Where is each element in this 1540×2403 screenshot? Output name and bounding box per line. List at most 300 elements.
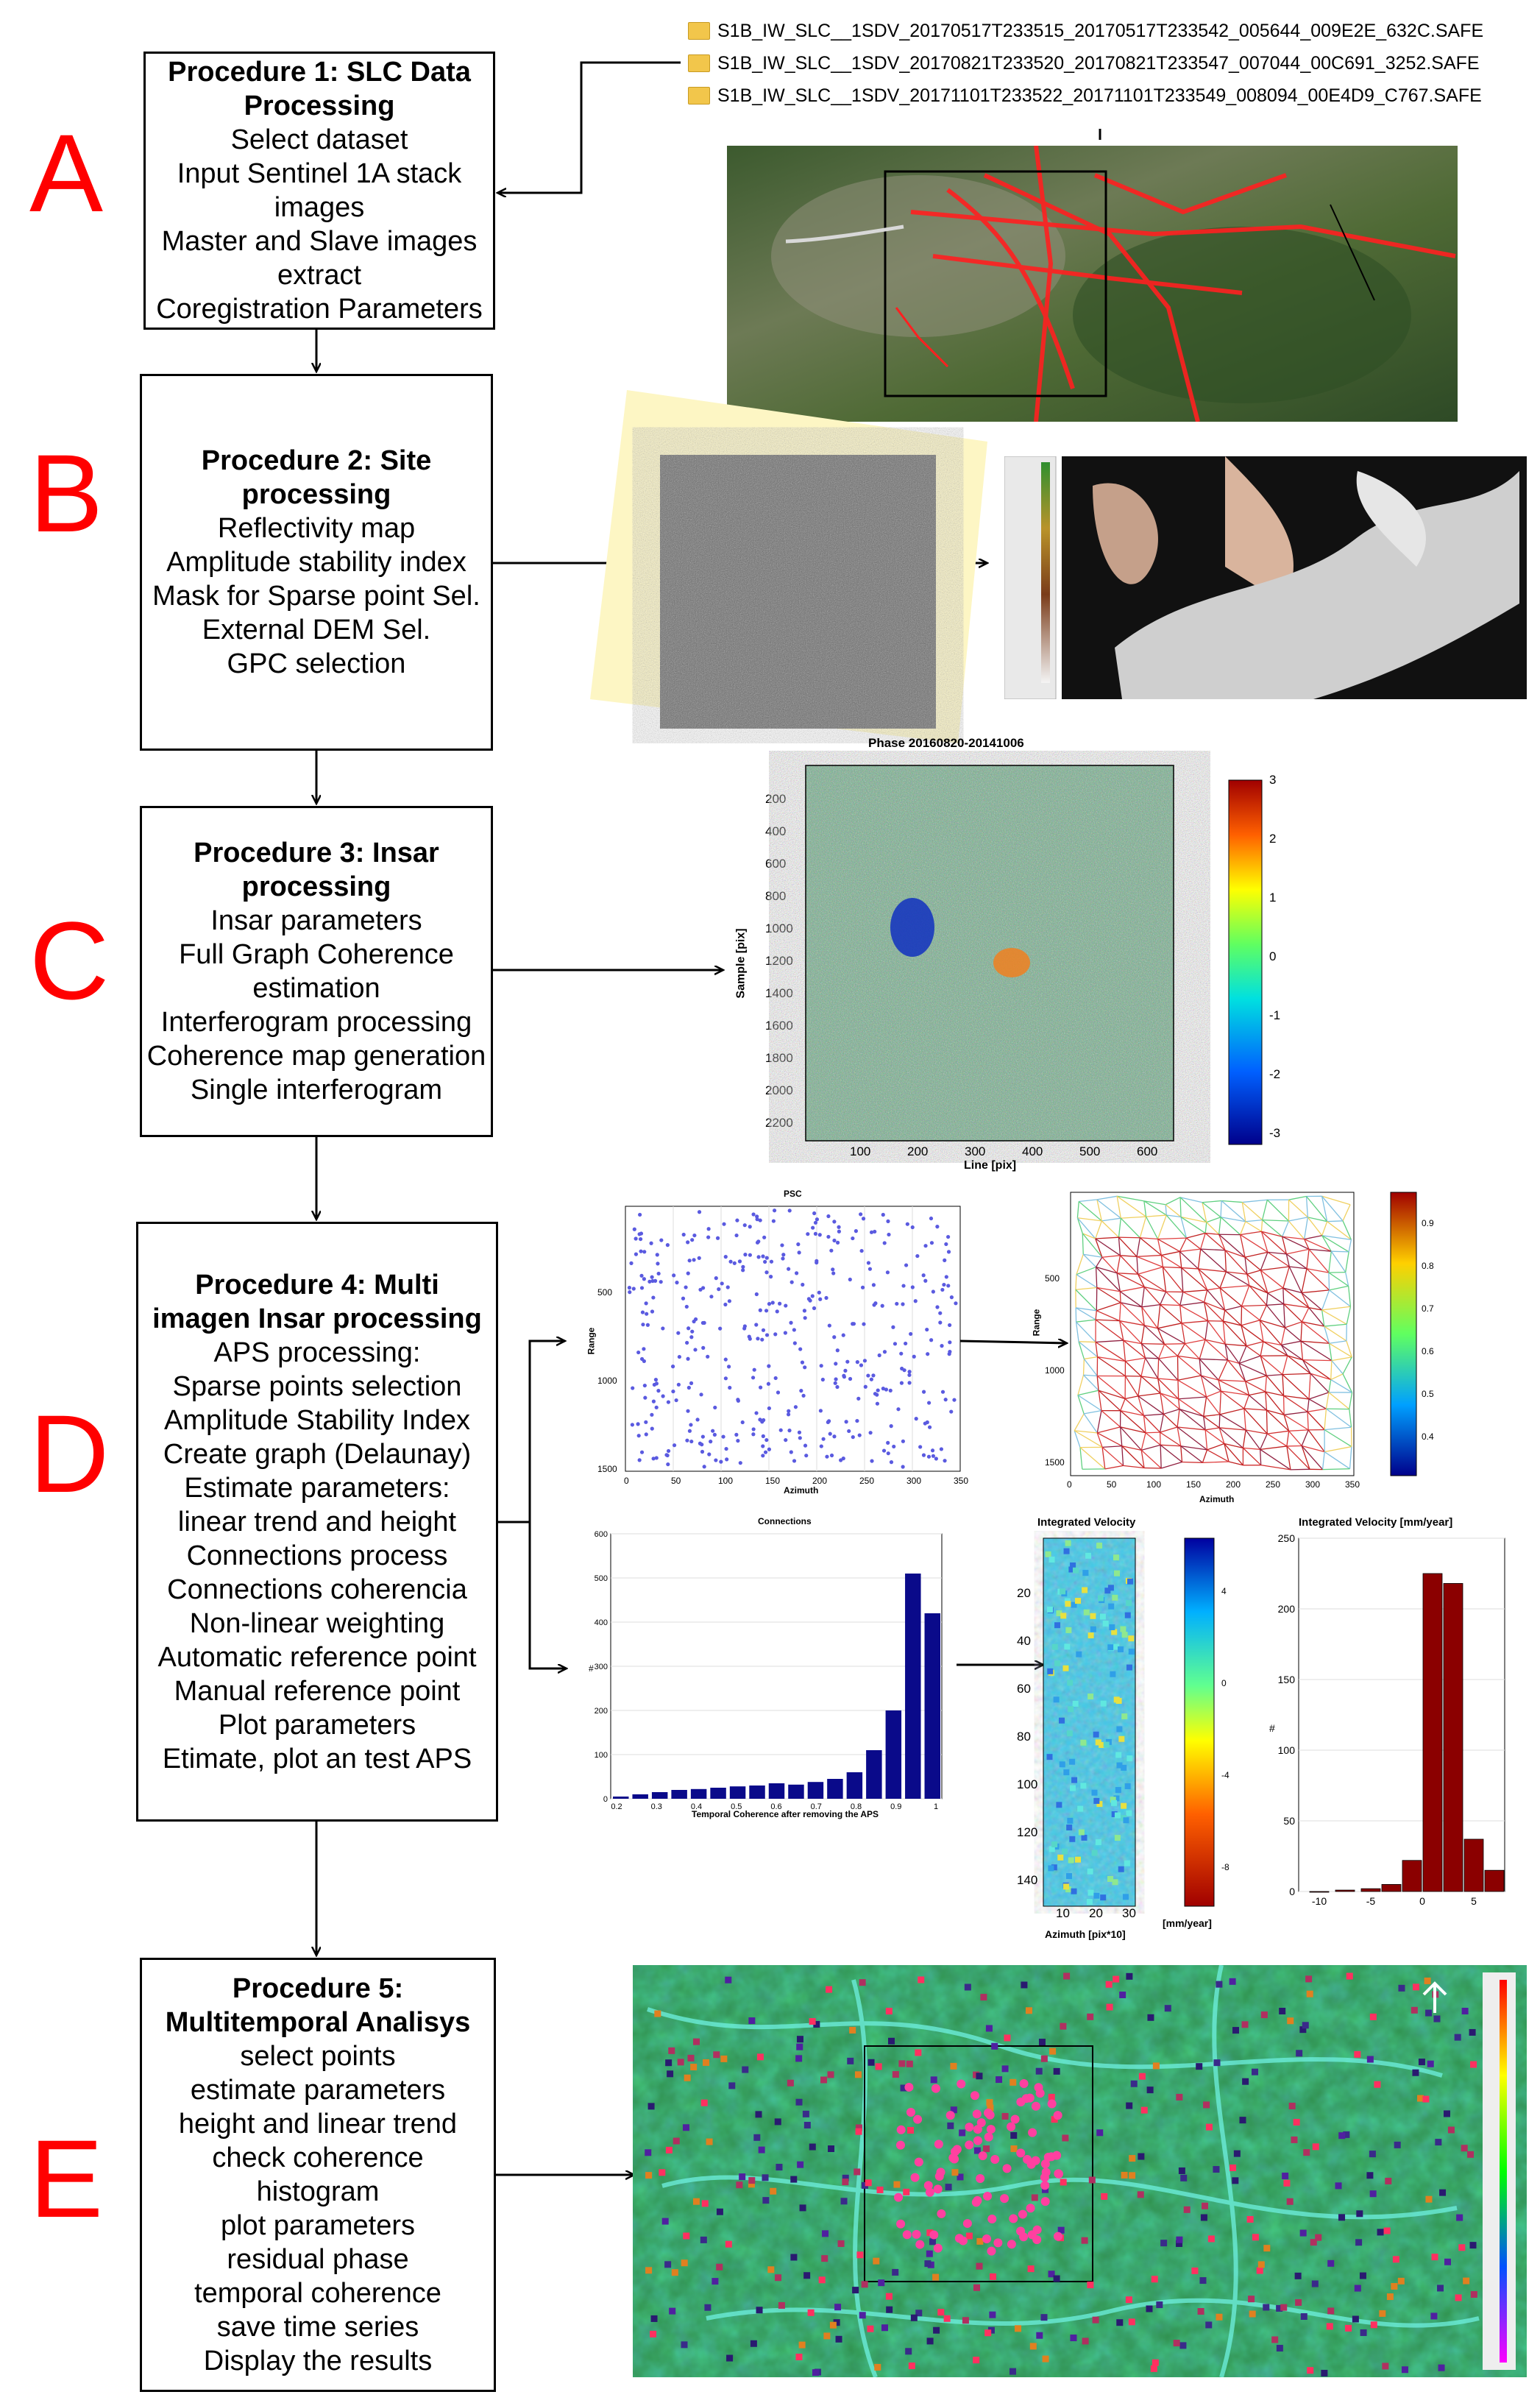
psc-point	[812, 1211, 816, 1215]
vel-hist-bar	[1402, 1861, 1422, 1891]
map-point	[905, 2348, 912, 2354]
vel-hist-title: Integrated Velocity [mm/year]	[1299, 1516, 1453, 1529]
psc-point	[701, 1321, 705, 1325]
psc-point	[643, 1396, 647, 1400]
psc-point	[836, 1241, 840, 1245]
psc-point	[868, 1431, 872, 1434]
psc-point	[677, 1383, 681, 1387]
velocity-cell	[1066, 1873, 1072, 1879]
velocity-cell	[1126, 1665, 1132, 1671]
map-point	[1261, 2011, 1268, 2018]
psc-point	[762, 1434, 765, 1438]
psc-point	[762, 1418, 765, 1422]
folder-icon	[688, 87, 710, 105]
velocity-cell	[1128, 1635, 1134, 1641]
map-point	[1444, 2110, 1450, 2117]
psc-point	[893, 1342, 897, 1345]
psc-point	[889, 1389, 893, 1392]
phase-y-ticks-label: 400	[765, 824, 787, 838]
map-point	[759, 2147, 765, 2154]
map-point	[893, 2071, 899, 2078]
psc-point	[851, 1236, 854, 1240]
map-point	[693, 2039, 700, 2045]
map-point	[1054, 2276, 1060, 2282]
vel-hist-frame	[1299, 1538, 1505, 1891]
map-point	[1234, 2151, 1241, 2157]
psc-point	[748, 1335, 751, 1339]
procedure-3-title: Procedure 3: Insar processing	[194, 838, 439, 902]
map-point	[1394, 2142, 1401, 2148]
map-point	[1354, 2051, 1360, 2058]
velocity-cell	[1096, 1839, 1101, 1845]
psc-point	[685, 1341, 689, 1345]
velocity-cell	[1092, 1850, 1098, 1856]
velocity-cell	[1057, 1855, 1063, 1861]
velocity-cell	[1107, 1876, 1113, 1882]
psc-point	[649, 1242, 653, 1245]
procedure-4-title: Procedure 4: Multi imagen Insar processing	[152, 1269, 482, 1334]
graph-cbar-ticks-label: 0.9	[1422, 1218, 1434, 1228]
psc-point	[646, 1323, 650, 1327]
map-point	[1009, 2368, 1016, 2375]
psc-point	[645, 1312, 648, 1316]
map-point	[1028, 2265, 1035, 2272]
map-point	[1312, 2281, 1319, 2287]
psc-point	[724, 1376, 728, 1380]
psc-point	[661, 1326, 664, 1330]
connections-bar	[632, 1794, 647, 1799]
map-point	[720, 2056, 727, 2062]
map-cluster-point	[904, 2083, 913, 2092]
map-point	[1384, 2228, 1391, 2234]
psc-point	[741, 1420, 745, 1424]
map-point	[847, 2058, 854, 2064]
map-cluster-point	[957, 2080, 965, 2089]
map-cluster-point	[913, 2115, 922, 2124]
map-point	[950, 2063, 957, 2070]
psc-point	[725, 1457, 728, 1461]
map-point	[662, 2218, 669, 2225]
map-cluster-point	[1041, 2197, 1050, 2206]
velocity-cell	[1121, 1713, 1127, 1719]
map-point	[1179, 2342, 1186, 2349]
map-point	[973, 2285, 980, 2291]
psc-point	[847, 1429, 851, 1433]
psc-point	[706, 1355, 709, 1359]
map-point	[886, 2293, 893, 2300]
psc-point	[794, 1405, 798, 1409]
psc-point	[711, 1429, 714, 1433]
map-point	[753, 2134, 760, 2141]
psc-point	[882, 1448, 886, 1452]
velocity-cell	[1065, 1627, 1071, 1633]
map-point	[1355, 2239, 1362, 2245]
velocity-cell	[1080, 1740, 1086, 1746]
map-point	[1412, 2070, 1419, 2076]
map-point	[755, 2111, 762, 2117]
psc-point	[790, 1281, 794, 1284]
psc-point	[699, 1392, 703, 1396]
map-point	[1201, 2214, 1207, 2220]
velocity-cell	[1065, 1540, 1071, 1546]
psc-point	[762, 1236, 766, 1239]
map-point	[856, 2251, 863, 2258]
psc-point	[784, 1438, 787, 1442]
velocity-cell	[1064, 1549, 1070, 1554]
psc-point	[642, 1347, 645, 1351]
psc-y-ticks-label: 500	[597, 1287, 613, 1298]
psc-point	[638, 1213, 642, 1217]
map-point	[799, 2342, 806, 2349]
psc-point	[835, 1385, 839, 1389]
psc-point	[943, 1259, 946, 1262]
map-point	[688, 2055, 695, 2062]
psc-point	[881, 1304, 884, 1308]
map-point	[1116, 2319, 1123, 2326]
psc-point	[814, 1232, 817, 1236]
vel-y-ticks-label: 40	[1017, 1634, 1031, 1648]
map-point	[1315, 2234, 1321, 2241]
phase-x-ticks-label: 200	[907, 1144, 929, 1158]
psc-point	[883, 1350, 887, 1353]
psc-point	[911, 1225, 915, 1229]
map-point	[1301, 2313, 1307, 2320]
procedure-5-step: save time series	[216, 2312, 419, 2343]
map-point	[1070, 2335, 1076, 2341]
psc-point	[736, 1439, 739, 1443]
velocity-heatmap	[1015, 1516, 1258, 1943]
psc-point	[836, 1348, 840, 1352]
psc-point	[912, 1355, 916, 1359]
map-point	[728, 2082, 735, 2089]
map-point	[725, 2241, 732, 2248]
psc-point	[832, 1434, 836, 1438]
psc-point	[748, 1253, 752, 1257]
map-point	[1252, 2069, 1258, 2075]
connections-ytick: 100	[594, 1751, 608, 1760]
psc-point	[774, 1376, 778, 1380]
connections-ytick: 300	[594, 1663, 608, 1671]
map-point	[1208, 2235, 1215, 2242]
psc-point	[946, 1235, 950, 1239]
map-point	[1387, 2293, 1394, 2300]
map-point	[1307, 1991, 1313, 1997]
vel-y-ticks-label: 80	[1017, 1730, 1031, 1744]
map-point	[983, 2145, 990, 2152]
psc-point	[629, 1261, 633, 1265]
map-point	[1203, 2101, 1210, 2108]
vel-hist-bar	[1423, 1574, 1442, 1891]
psc-point	[675, 1398, 678, 1402]
map-point	[706, 2139, 713, 2145]
psc-point	[950, 1295, 954, 1299]
map-point	[770, 2188, 776, 2195]
map-point	[681, 2341, 687, 2348]
map-cluster-point	[932, 2084, 940, 2093]
procedure-2-step: GPC selection	[227, 648, 406, 679]
map-point	[924, 2260, 931, 2267]
map-point	[683, 2124, 689, 2131]
connections-bar	[886, 1710, 901, 1799]
map-point	[945, 2184, 952, 2190]
map-cluster-point	[1027, 2160, 1036, 2169]
map-cluster-point	[911, 2173, 920, 2182]
phase-cbar-ticks-label: 1	[1269, 891, 1277, 905]
psc-point	[645, 1432, 648, 1436]
map-point	[841, 2198, 848, 2204]
map-cluster-point	[987, 2215, 996, 2223]
map-point	[1004, 2034, 1010, 2041]
map-point	[1082, 2237, 1088, 2244]
map-point	[828, 2145, 834, 2152]
map-point	[877, 2187, 884, 2193]
connections-ytick: 0	[603, 1795, 608, 1804]
psc-point	[788, 1208, 792, 1212]
map-point	[868, 2059, 875, 2066]
psc-point	[695, 1418, 699, 1421]
velocity-cell	[1115, 1835, 1121, 1841]
graph-y-ticks-label: 500	[1045, 1273, 1060, 1284]
map-point	[790, 2254, 797, 2260]
velocity-cell	[1070, 1563, 1076, 1568]
psc-point	[821, 1378, 825, 1381]
psc-point	[929, 1217, 933, 1220]
psc-point	[639, 1250, 642, 1253]
psc-point	[927, 1455, 931, 1459]
psc-point	[811, 1226, 815, 1230]
psc-point	[901, 1284, 905, 1287]
map-point	[1021, 1981, 1027, 1988]
psc-point	[656, 1261, 659, 1265]
psc-point	[830, 1454, 834, 1457]
map-cluster-point	[971, 2091, 979, 2100]
velocity-cell	[1092, 1790, 1098, 1796]
psc-point	[651, 1295, 655, 1299]
map-cluster-point	[1019, 2232, 1028, 2241]
procedure-1-step: Select dataset	[230, 124, 408, 155]
file-item[interactable]	[688, 79, 1483, 112]
psc-point	[765, 1333, 769, 1337]
map-point	[1371, 2321, 1377, 2328]
psc-point	[771, 1300, 775, 1304]
procedure-3-step: Single interferogram	[190, 1075, 443, 1105]
graph-cbar-ticks-label: 0.6	[1422, 1346, 1434, 1356]
psc-point	[948, 1323, 951, 1327]
psc-point	[639, 1237, 642, 1241]
psc-point	[825, 1455, 828, 1459]
vel-cbar-ticks-label: 0	[1221, 1678, 1227, 1688]
psc-point	[854, 1229, 858, 1233]
connections-ytick: 200	[594, 1707, 608, 1716]
procedure-4-step: Amplitude Stability Index	[163, 1404, 471, 1436]
map-point	[951, 2169, 958, 2176]
psc-point	[803, 1316, 807, 1320]
map-point	[1089, 2176, 1096, 2183]
psc-point	[787, 1429, 791, 1432]
psc-point	[817, 1291, 821, 1295]
psc-point	[686, 1272, 690, 1275]
psc-point	[914, 1299, 918, 1303]
map-point	[1382, 2363, 1388, 2369]
psc-point	[773, 1332, 777, 1336]
psc-point	[856, 1360, 859, 1364]
psc-point	[923, 1279, 927, 1283]
graph-edge	[1329, 1273, 1330, 1290]
map-point	[1471, 2291, 1477, 2298]
psc-point	[821, 1437, 825, 1441]
map-point	[787, 2080, 794, 2087]
psc-x-ticks-label: 100	[718, 1476, 734, 1486]
psc-point	[948, 1340, 951, 1344]
map-point	[933, 2327, 940, 2334]
map-point	[976, 2263, 983, 2270]
procedure-4-step: Connections process	[186, 1540, 448, 1571]
psc-point	[949, 1409, 953, 1413]
psc-point	[639, 1274, 643, 1278]
psc-point	[751, 1432, 755, 1436]
phase-title: Phase 20160820-20141006	[868, 736, 1024, 750]
vel-cbar-ticks-label: 4	[1221, 1586, 1227, 1596]
velocity-cell	[1073, 1701, 1079, 1707]
map-point	[1411, 2007, 1418, 2014]
velocity-cell	[1123, 1894, 1129, 1900]
psc-x-ticks-label: 0	[624, 1476, 629, 1486]
velocity-cell	[1051, 1841, 1057, 1847]
psc-point	[944, 1242, 948, 1246]
velocity-cell	[1090, 1613, 1096, 1619]
map-point	[1438, 2365, 1445, 2371]
graph-edge	[1165, 1344, 1185, 1345]
map-point	[1422, 2096, 1429, 2103]
psc-point	[764, 1438, 768, 1442]
graph-edge	[1241, 1306, 1242, 1326]
map-point	[795, 2354, 802, 2360]
map-cluster-point	[929, 2231, 938, 2240]
graph-edge	[1266, 1410, 1267, 1434]
map-cluster-point	[912, 2230, 921, 2239]
map-point	[984, 2329, 991, 2336]
psc-point	[707, 1227, 711, 1231]
psc-point	[843, 1369, 847, 1373]
psc-point	[807, 1297, 811, 1300]
map-point	[1252, 2234, 1259, 2240]
psc-point	[928, 1426, 932, 1429]
velocity-cell	[1066, 1825, 1072, 1830]
psc-point	[776, 1390, 780, 1394]
psc-plot-d	[581, 1189, 971, 1505]
phase-y-ticks-label: 1000	[765, 921, 793, 935]
velocity-cell	[1124, 1861, 1130, 1866]
map-point	[1461, 2145, 1468, 2151]
velocity-cell	[1062, 1849, 1068, 1855]
psc-point	[657, 1272, 661, 1275]
velocity-cell	[1079, 1830, 1085, 1836]
procedure-1-step: Master and Slave images extract	[161, 226, 478, 291]
velocity-cell	[1054, 1660, 1060, 1666]
psc-point	[886, 1220, 890, 1223]
file-item[interactable]	[688, 47, 1483, 79]
psc-point	[735, 1219, 739, 1222]
map-point	[1295, 2273, 1302, 2279]
folder-icon	[688, 22, 710, 40]
graph-edge	[1160, 1432, 1161, 1445]
velocity-cell	[1087, 1899, 1093, 1905]
map-point	[1307, 2367, 1313, 2374]
psc-point	[656, 1389, 660, 1392]
map-point	[915, 2049, 921, 2056]
map-point	[1062, 2134, 1068, 2141]
map-point	[664, 2261, 671, 2268]
vel-hist-xtick: -5	[1366, 1895, 1376, 1907]
connections-bar	[730, 1786, 745, 1799]
psc-point	[940, 1288, 944, 1292]
psc-point	[798, 1431, 801, 1434]
vel-hist-ytick: 200	[1277, 1603, 1295, 1615]
velocity-cell	[1118, 1736, 1124, 1742]
procedure-3-step: Coherence map generation	[146, 1041, 486, 1072]
psc-point	[926, 1352, 929, 1356]
graph-edge	[1120, 1292, 1121, 1303]
map-point	[909, 2363, 915, 2369]
psc-point	[628, 1290, 631, 1294]
psc-point	[834, 1381, 837, 1385]
map-point	[1040, 2314, 1047, 2321]
psc-point	[764, 1270, 768, 1274]
map-point	[1036, 2332, 1043, 2339]
folder-icon	[688, 54, 710, 72]
velocity-cell	[1070, 1786, 1076, 1791]
psc-point	[741, 1265, 745, 1269]
map-cluster-point	[935, 2172, 944, 2181]
map-point	[1435, 2139, 1441, 2145]
psc-point	[935, 1225, 939, 1228]
file-item[interactable]	[688, 15, 1483, 47]
psc-xlabel: Azimuth	[784, 1485, 819, 1496]
map-point	[1131, 2081, 1138, 2087]
map-cluster-point	[934, 2140, 943, 2148]
psc-point	[787, 1412, 790, 1416]
connections-xtick: 0.8	[850, 1802, 862, 1811]
procedure-2-step: Mask for Sparse point Sel.	[152, 581, 480, 612]
map-point	[862, 2281, 868, 2287]
velocity-cell	[1115, 1752, 1121, 1758]
velocity-cell	[1120, 1627, 1126, 1632]
psc-point	[755, 1292, 759, 1296]
psc-point	[734, 1234, 738, 1237]
reflectivity-image-b	[590, 390, 1002, 743]
map-point	[672, 2269, 678, 2276]
connections-bar	[905, 1574, 920, 1799]
psc-point	[688, 1259, 692, 1262]
psc-point	[907, 1373, 911, 1377]
map-point	[739, 2173, 745, 2180]
procedure-5-step: estimate parameters	[190, 2075, 446, 2106]
psc-point	[666, 1243, 670, 1247]
map-point	[1002, 2065, 1009, 2072]
map-point	[1280, 2304, 1287, 2311]
velocity-cell	[1096, 1543, 1102, 1549]
map-point	[645, 2172, 652, 2179]
map-point	[881, 2324, 888, 2331]
psc-point	[938, 1312, 942, 1315]
map-point	[1439, 2190, 1446, 2196]
psc-point	[872, 1283, 876, 1287]
map-point	[701, 2100, 708, 2106]
velocity-cell	[1107, 1644, 1113, 1650]
psc-point	[721, 1434, 725, 1438]
map-point	[666, 2147, 673, 2154]
connections-bar	[769, 1783, 784, 1799]
